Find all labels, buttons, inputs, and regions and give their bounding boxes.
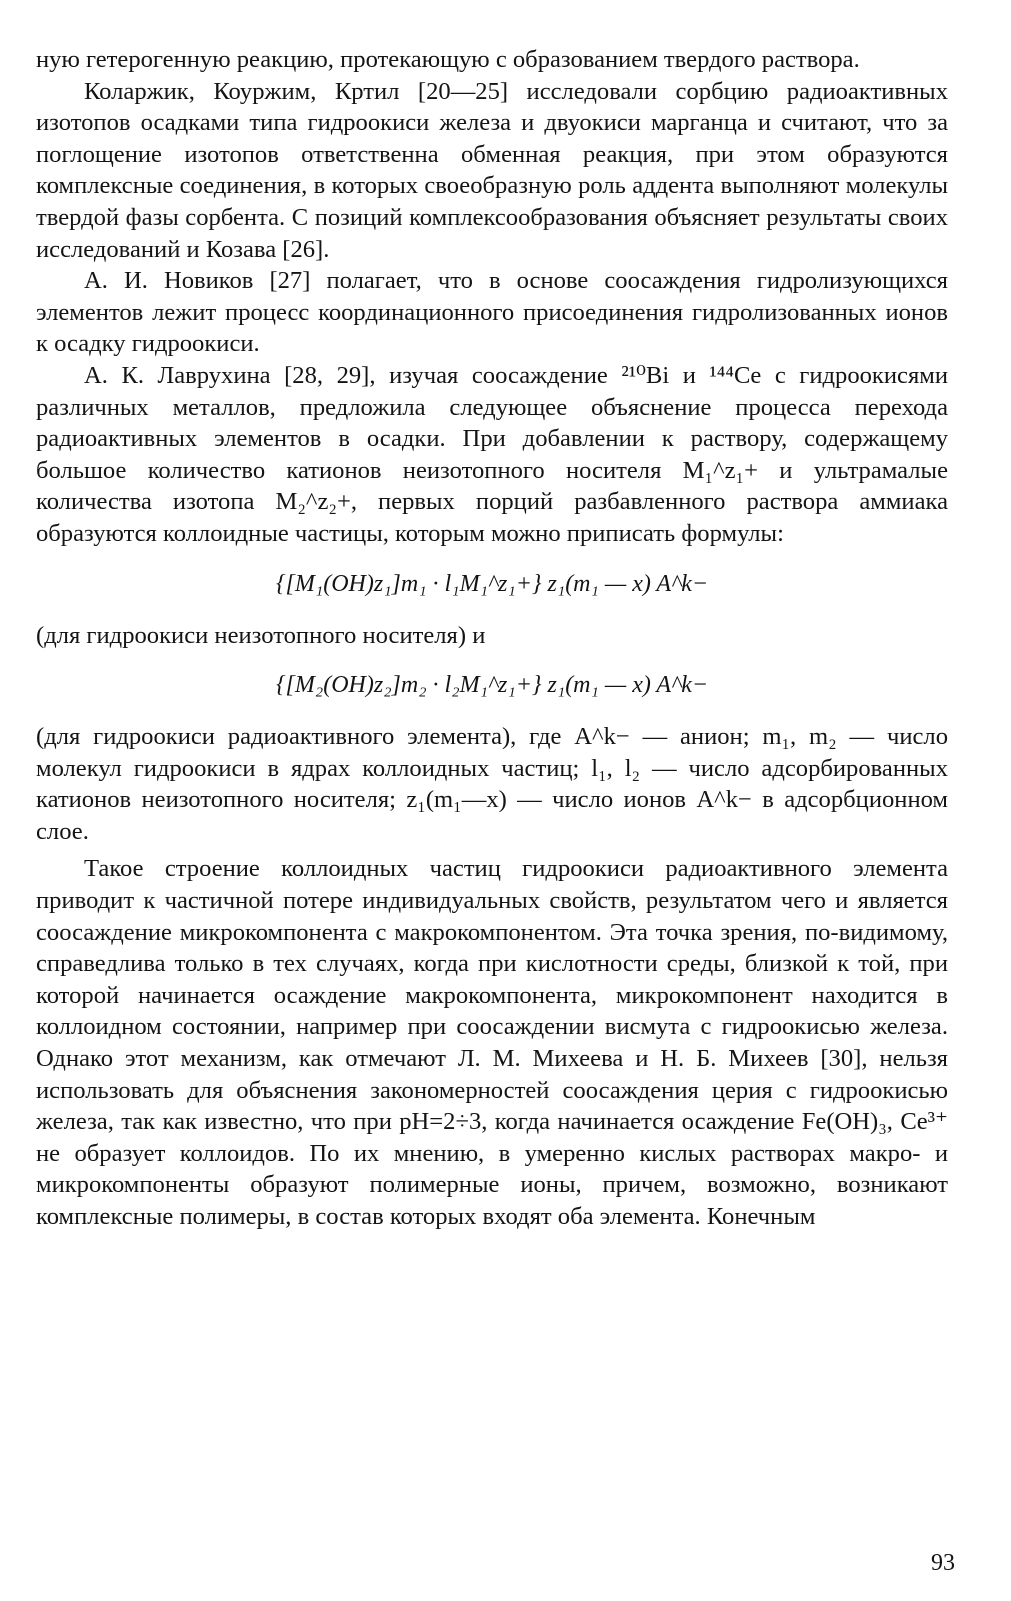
paragraph-lavrukhina: А. К. Лаврухина [28, 29], изучая соосаждение ²¹⁰Bi и ¹⁴⁴Ce с гидроокисями различных металлов, предложила следующее объяснение процесса перехода радиоактивных элементов в осадки. При добавлении к раствору, содержащему большое количество катионов неизотопного носителя M₁^z₁+ и ультрамалые количества изотопа M₂^z₂+, первых порций разбавленного раствора аммиака образуются коллоидные частицы, которым можно приписать формулы:	[36, 361, 948, 547]
paragraph-definitions: (для гидроокиси радиоактивного элемента), где A^k− — анион; m₁, m₂ — число молекул гидроокиси в ядрах коллоидных частиц; l₁, l₂ — число адсорбированных катионов неизотопного носителя; z₁(m₁—x) — число ионов A^k− в адсорбционном слое.	[36, 723, 948, 845]
page-body	[36, 44, 948, 1233]
formula-radioactive: {[M₂(OH)z₂]m₂ · l₂M₁^z₁+} z₁(m₁ — x) A^k−	[275, 672, 709, 699]
formula-carrier: {[M₁(OH)z₁]m₁ · l₁M₁^z₁+} z₁(m₁ — x) A^k−	[275, 570, 709, 597]
paragraph-continuation: ную гетерогенную реакцию, протекающую с образованием твердого раствора.	[36, 46, 860, 73]
paragraph-structure: Такое строение коллоидных частиц гидроокиси радиоактивного элемента приводит к частичной потере индивидуальных свойств, результатом чего и является соосаждение микрокомпонента с макрокомпонентом. Эта точка зрения, по-видимому, справедлива только в тех случаях, когда при кислотности среды, близкой к той, при которой начинается осаждение макрокомпонента, микрокомпонент находится в коллоидном состоянии, например при соосаждении висмута с гидроокисью железа. Однако этот механизм, как отмечают Л. М. Михеева и Н. Б. Михеев [30], нельзя использовать для объяснения закономерностей соосаждения церия с гидроокисью железа, так как известно, что при pH=2÷3, когда начинается осаждение Fe(OH)₃, Ce³⁺ не образует коллоидов. По их мнению, в умеренно кислых растворах макро- и микрокомпоненты образуют полимерные ионы, причем, возможно, возникают комплексные полимеры, в состав которых входят оба элемента. Конечным	[36, 855, 948, 1230]
paragraph-novikov: А. И. Новиков [27] полагает, что в основе соосаждения гидролизующихся элементов лежит процесс координационного присоединения гидролизованных ионов к осадку гидроокиси.	[36, 267, 948, 358]
paragraph-kolarzhik: Коларжик, Коуржим, Кртил [20—25] исследовали сорбцию радиоактивных изотопов осадками типа гидроокиси железа и двуокиси марганца и считают, что за поглощение изотопов ответственна обменная реакция, при этом образуются комплексные соединения, в которых своеобразную роль аддента выполняют молекулы твердой фазы сорбента. С позиций комплексообразования объясняет результаты своих исследований и Козава [26].	[36, 77, 948, 263]
page-number: 93	[931, 1550, 955, 1576]
formula-note-carrier: (для гидроокиси неизотопного носителя) и	[36, 621, 486, 649]
